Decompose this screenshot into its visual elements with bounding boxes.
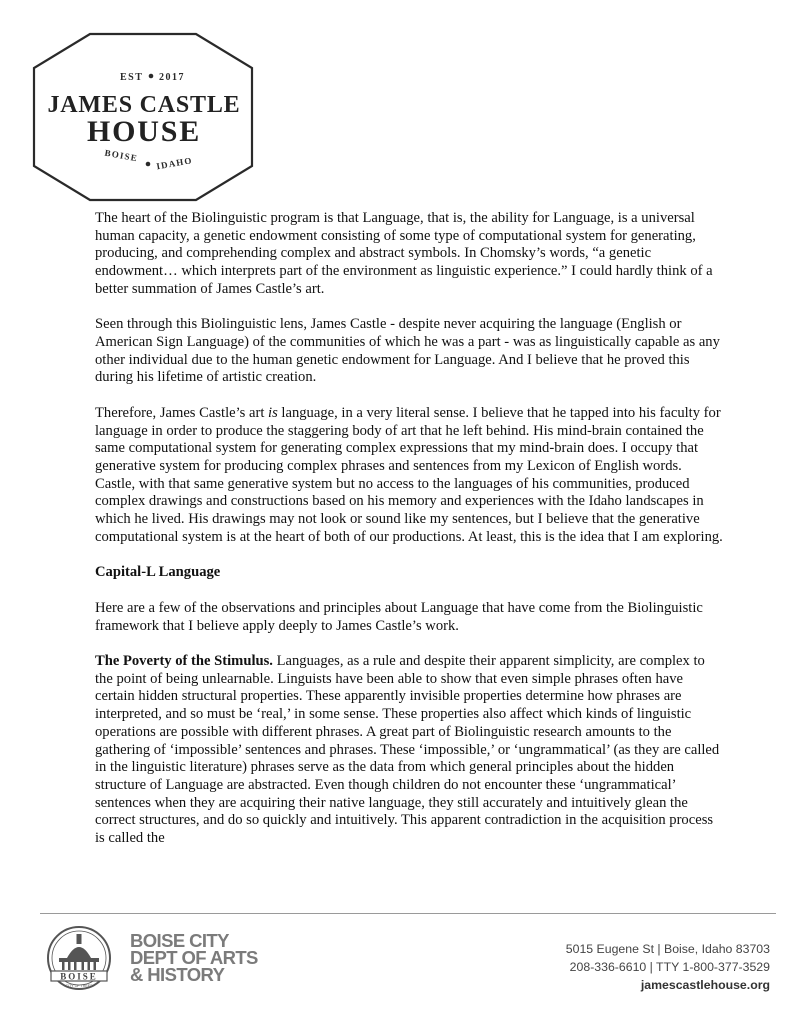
seal-subtext: CITY OF TREES: [65, 984, 93, 988]
paragraph-3-before: Therefore, James Castle’s art: [95, 404, 269, 421]
org-line-3: & HISTORY: [130, 964, 225, 985]
paragraph-poverty-of-stimulus: [95, 653, 725, 848]
emphasis-is: is: [268, 404, 278, 421]
logo-city: BOISE: [103, 147, 139, 164]
footer-divider: [40, 913, 776, 914]
logo-year: 2017: [159, 72, 185, 83]
footer-contact-block: [566, 940, 770, 994]
org-line-1: BOISE CITY: [130, 930, 229, 951]
paragraph-6-rest: Languages, as a rule and despite their apparent simplicity, are complex to the point of being unlearnable. Linguists have been able to show that even simple phrases often have certain hidden structural properties. These apparently invisible properties determine how phrases are interpreted, and so must be ‘real,’ in some sense. These properties also affect which kinds of linguistic operations are possible with different phrases. A great part of Biolinguistic research amounts to the gathering of ‘impossible’ sentences and phrases. These ‘impossible,’ or ‘ungrammatical’ (as they are called in the linguistic literature) phrases serve as the data from which general principles about the hidden structure of Language are abstracted. Even though children do not encounter these ‘ungrammatical’ sentences when they are acquiring their native language, they still accurately and intuitively glean the correct structures, and do so quickly and intuitively. This apparent contradiction in the acquisition process is called the: [95, 653, 720, 847]
footer-organization: [130, 932, 258, 983]
logo-est: EST: [120, 72, 144, 83]
paragraph-art-is-language: [95, 405, 725, 547]
footer-phone: 208-336-6610 | TTY 1-800-377-3529: [569, 960, 770, 974]
letter-body: [95, 210, 725, 866]
paragraph-biolinguistic-lens: Seen through this Biolinguistic lens, James Castle - despite never acquiring the language (English or American Sign Language) of the communities of which he was a part - was as linguistically capable as any other individual due to the human genetic endowment for Language. And I believe that he proved this during his lifetime of artistic creation.: [95, 316, 720, 386]
paragraph-observations: Here are a few of the observations and principles about Language that have come from the Biolinguistic framework that I believe apply deeply to James Castle’s work.: [95, 599, 703, 634]
logo-name-line1: JAMES CASTLE: [47, 92, 241, 118]
logo-dot-top: [149, 74, 154, 79]
seal-text: BOISE: [60, 971, 98, 982]
lead-poverty-of-stimulus: The Poverty of the Stimulus.: [95, 653, 273, 670]
section-heading-capital-l-language: Capital-L Language: [95, 564, 221, 581]
boise-city-seal-icon: [45, 922, 113, 994]
logo-name-line2: HOUSE: [86, 115, 202, 148]
footer-address: 5015 Eugene St | Boise, Idaho 83703: [565, 942, 770, 956]
james-castle-house-logo: [28, 28, 258, 206]
logo-dot-bottom: [146, 162, 151, 167]
paragraph-3-after: language, in a very literal sense. I believe that he tapped into his faculty for language in order to produce the staggering body of art that he left behind. His mind-brain contained the same computational system for generating complex expressions that my mind-brain does. I occupy that generative system for producing complex phrases and sentences from my Lexicon of English words. Castle, with that same generative system but no access to the languages of his communities, produced complex drawings and constructions based on his memory and experiences with the Idaho landscapes in which he lived. His drawings may not look or sound like my sentences, but I believe that the generative computational system is at the heart of both of our productions. At least, this is the idea that I am exploring.: [95, 404, 723, 545]
org-line-2: DEPT OF ARTS: [130, 947, 258, 968]
footer-website-link[interactable]: jamescastlehouse.org: [640, 978, 770, 992]
logo-state: IDAHO: [155, 155, 194, 172]
paragraph-biolinguistic-program: The heart of the Biolinguistic program is that Language, that is, the ability for Language, is a universal human capacity, a genetic endowment consisting of some type of computational system for generating, producing, and comprehending complex and abstract symbols. In Chomsky’s words, “a genetic endowment… which interprets part of the environment as linguistic experience.” I could hardly think of a better summation of James Castle’s art.: [95, 210, 713, 297]
